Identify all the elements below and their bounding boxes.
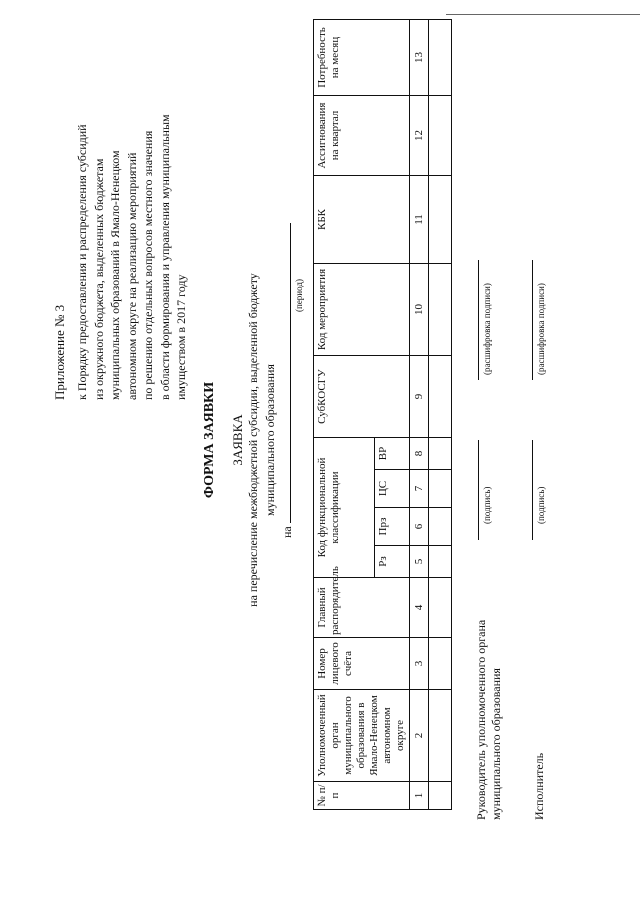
empty-cell [429,470,452,508]
column-number: 4 [410,578,429,638]
header-prz: Прз [374,508,409,546]
appendix-line: автономном округе на реализацию мероприятий [124,152,139,400]
empty-cell [429,438,452,470]
empty-cell [429,782,452,810]
appendix-description [74,114,190,400]
empty-cell [429,578,452,638]
header-cs: ЦС [374,470,409,508]
column-number: 10 [410,264,429,356]
executor-signature-caption: (подпись) [536,486,546,524]
executor-label: Исполнитель [532,752,546,820]
empty-cell [429,638,452,690]
column-number: 1 [410,782,429,810]
empty-cell [429,20,452,96]
header-row-number: № п/п [314,782,410,810]
head-decode-line [478,260,479,380]
empty-cell [429,690,452,782]
header-subkosgu: СубКОСГУ [314,356,410,438]
empty-cell [429,264,452,356]
header-authorized-body: Уполномоченный орган муниципального образования в Ямало-Ненецком автономном округе [314,690,410,782]
executor-decode-line [532,260,533,380]
header-monthly-need: Потребность на месяц [314,20,410,96]
rotated-document-page [30,0,620,880]
appendix-line: в области формирования и управления муниципальным [157,114,172,400]
header-rz: Рз [374,546,409,578]
column-number: 2 [410,690,429,782]
column-number: 13 [410,20,429,96]
executor-signature-line [532,440,533,540]
column-number-row [410,20,429,810]
header-vr: ВР [374,438,409,470]
appendix-line: муниципальных образований в Ямало-Ненецком [108,150,122,400]
empty-cell [429,546,452,578]
request-subheading: на перечисление межбюджетной субсидии, выделенной бюджету [246,273,260,607]
appendix-line: имуществом в 2017 году [174,274,188,400]
request-table [313,19,452,810]
executor-decode-caption: (расшифровка подписи) [536,283,546,375]
head-signature-caption: (подпись) [482,486,492,524]
column-number: 3 [410,638,429,690]
appendix-line: к Порядку предоставления и распределения субсидий [75,124,89,400]
empty-cell [429,96,452,176]
empty-cell [429,356,452,438]
period-prefix: на [280,526,294,538]
header-chief-manager: Главный распорядитель [314,578,410,638]
header-account-number: Номер лицевого счёта [314,638,410,690]
column-number: 9 [410,356,429,438]
period-blank-line [278,223,291,523]
column-number: 7 [410,470,429,508]
form-title: ФОРМА ЗАЯВКИ [202,381,217,499]
period-caption: (период) [294,279,304,312]
header-kbk: КБК [314,176,410,264]
empty-cell [429,176,452,264]
head-signature-line [478,440,479,540]
empty-data-row [429,20,452,810]
column-number: 6 [410,508,429,546]
column-number: 5 [410,546,429,578]
head-signature-label: Руководитель уполномоченного органа муниципального образования [474,619,503,820]
head-decode-caption: (расшифровка подписи) [482,283,492,375]
period-field [278,223,295,538]
request-heading: ЗАЯВКА [230,414,245,466]
header-quarter-allocations: Ассигнования на квартал [314,96,410,176]
column-number: 12 [410,96,429,176]
appendix-line: из окружного бюджета, выделенных бюджетам [91,158,106,400]
column-number: 8 [410,438,429,470]
request-subheading-2: муниципального образования [263,364,277,516]
column-number: 11 [410,176,429,264]
empty-cell [429,508,452,546]
header-functional-classification: Код функциональной классификации [314,438,375,578]
appendix-number: Приложение № 3 [52,304,67,400]
appendix-line: по решению отдельных вопросов местного значения [141,130,155,400]
header-event-code: Код мероприятия [314,264,410,356]
